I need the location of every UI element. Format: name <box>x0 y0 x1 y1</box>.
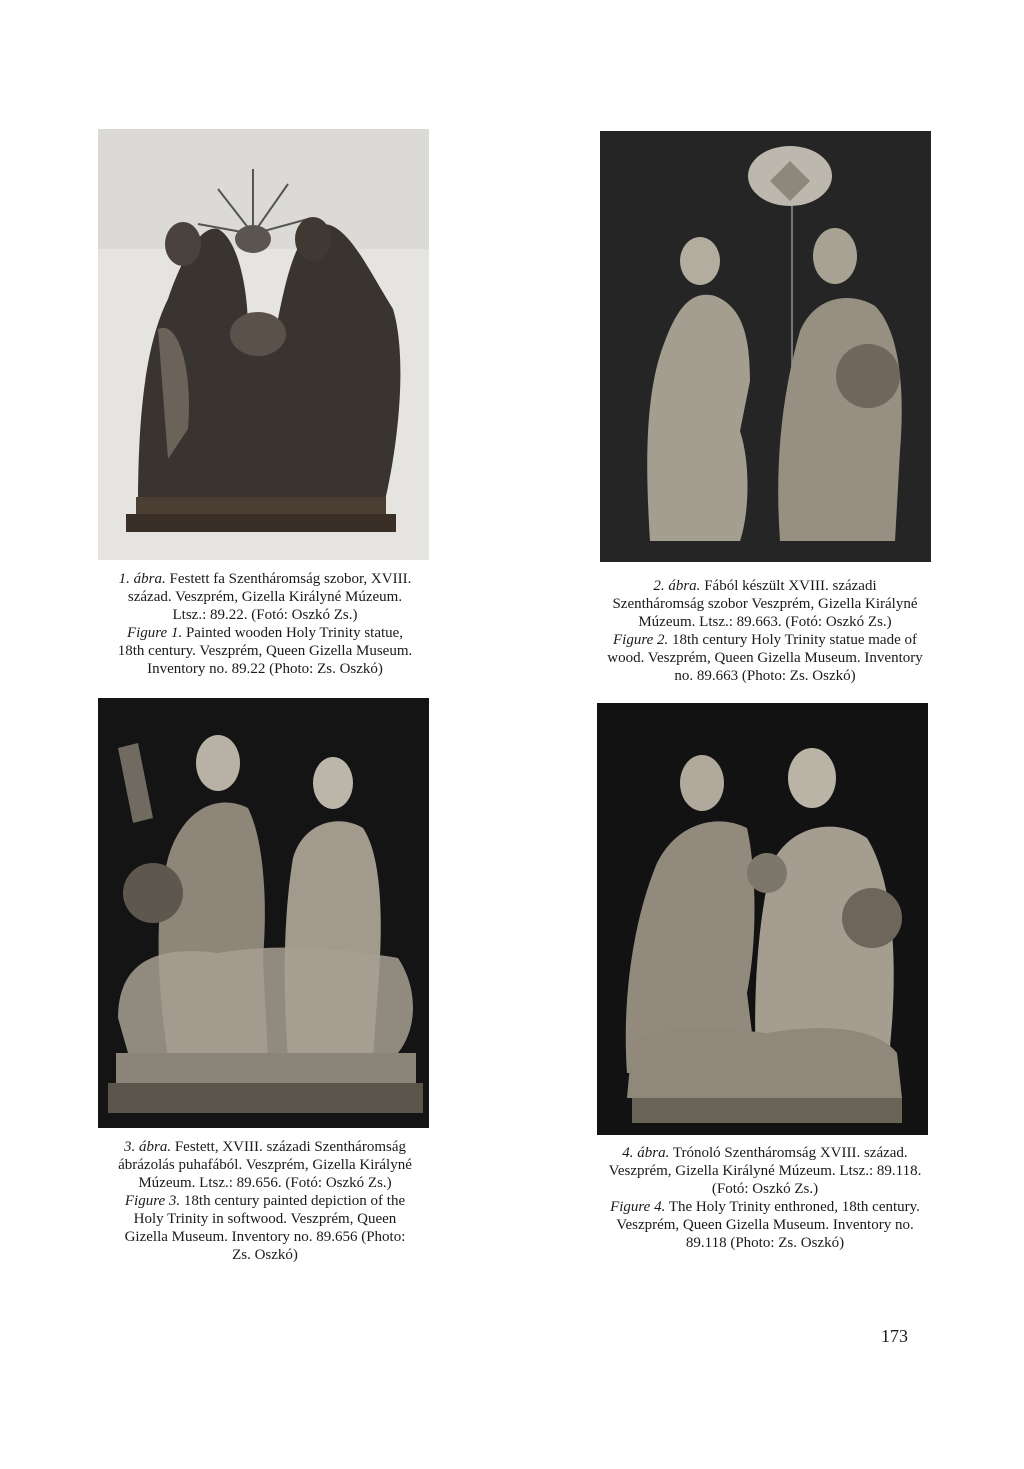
figure-2-en <box>606 631 924 685</box>
figure-2-hu <box>606 577 924 631</box>
figure-1-hu-text: Festett fa Szentháromság szobor, XVIII. század. Veszprém, Gizella Királyné Múzeum. Ltsz.: 89.22. (Fotó: Oszkó Zs.) <box>127 571 412 623</box>
figure-4-caption <box>606 1144 924 1252</box>
figure-3-photo <box>98 698 429 1128</box>
figure-2-hu-label: 2. ábra. <box>653 578 701 594</box>
figure-2-photo <box>600 131 931 562</box>
figure-4-en-text: The Holy Trinity enthroned, 18th century. Veszprém, Queen Gizella Museum. Inventory no. 89.118 (Photo: Zs. Oszkó) <box>616 1199 920 1251</box>
figure-2-hu-text: Fából készült XVIII. századi Szentháromság szobor Veszprém, Gizella Királyné Múzeum. Ltsz.: 89.663. (Fotó: Oszkó Zs.) <box>612 578 918 630</box>
figure-1-en-text: Painted wooden Holy Trinity statue, 18th century. Veszprém, Queen Gizella Museum. Inventory no. 89.22 (Photo: Zs. Oszkó) <box>117 625 413 677</box>
figure-4-hu <box>606 1144 924 1198</box>
figure-3-hu-text: Festett, XVIII. századi Szentháromság ábrázolás puhafából. Veszprém, Gizella Királyné Múzeum. Ltsz.: 89.656. (Fotó: Oszkó Zs.) <box>118 1139 412 1191</box>
figure-4-hu-label: 4. ábra. <box>622 1145 670 1161</box>
figure-2-en-label: Figure 2. <box>612 632 669 648</box>
figure-4-en <box>606 1198 924 1252</box>
figure-2-caption <box>606 577 924 685</box>
figure-1-hu <box>114 570 416 624</box>
figure-1-caption <box>114 570 416 678</box>
figure-3-en-label: Figure 3. <box>124 1193 181 1209</box>
figure-4-en-label: Figure 4. <box>610 1199 666 1215</box>
figure-1-en <box>114 624 416 678</box>
figure-4-hu-text: Trónoló Szentháromság XVIII. század. Veszprém, Gizella Királyné Múzeum. Ltsz.: 89.118. (Fotó: Oszkó Zs.) <box>608 1145 922 1197</box>
figure-1-en-label: Figure 1. <box>126 625 183 641</box>
figure-3-en <box>114 1192 416 1264</box>
figure-4-photo <box>597 703 928 1135</box>
figure-1-photo <box>98 129 429 560</box>
page-number: 173 <box>881 1326 908 1346</box>
figure-3-hu <box>114 1138 416 1192</box>
figure-3-caption <box>114 1138 416 1264</box>
figure-3-hu-label: 3. ábra. <box>123 1139 172 1155</box>
figure-1-hu-label: 1. ábra. <box>118 571 166 587</box>
figure-3-en-text: 18th century painted depiction of the Holy Trinity in softwood. Veszprém, Queen Gizella Museum. Inventory no. 89.656 (Photo: Zs. Oszkó) <box>124 1193 406 1263</box>
figure-2-en-text: 18th century Holy Trinity statue made of wood. Veszprém, Queen Gizella Museum. Inventory no. 89.663 (Photo: Zs. Oszkó) <box>607 632 923 684</box>
